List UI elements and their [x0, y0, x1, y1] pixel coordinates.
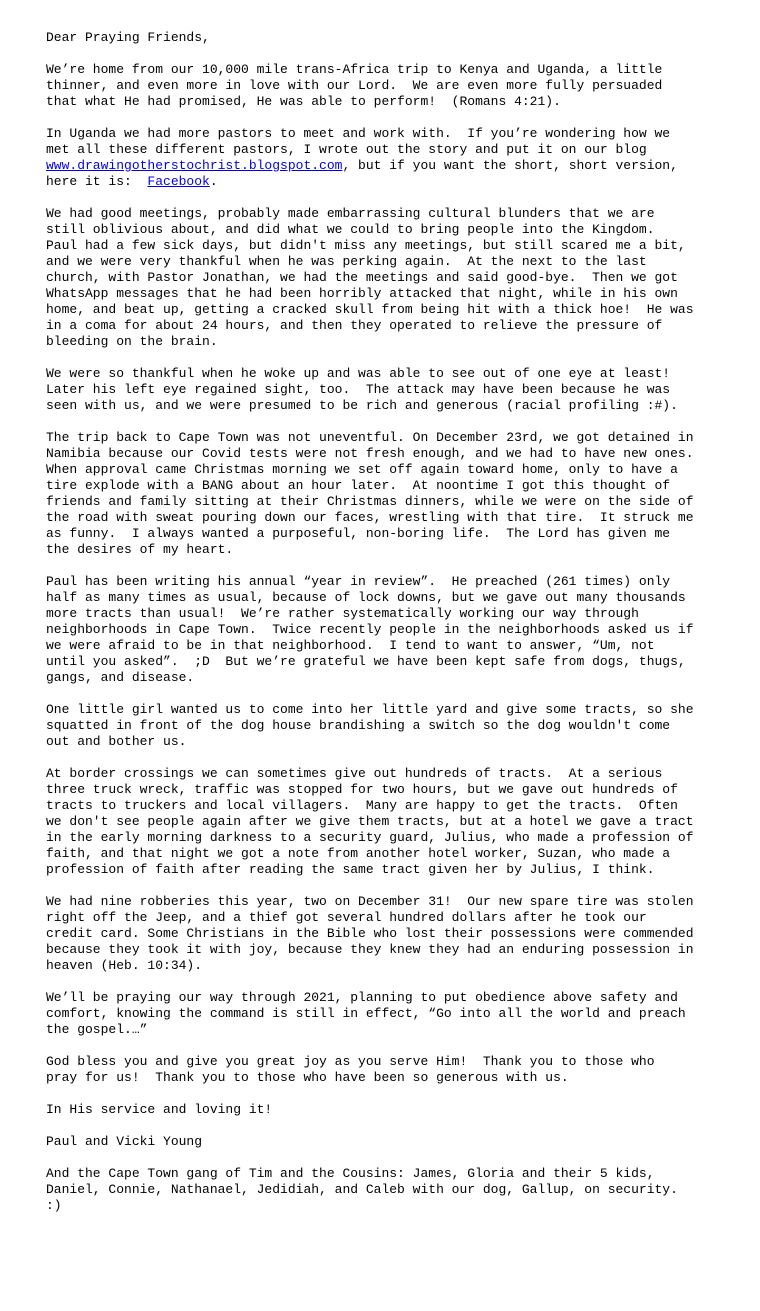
letter-line	[46, 478, 714, 494]
letter-line	[46, 1070, 714, 1086]
letter-line	[46, 1166, 714, 1182]
text-segment: more tracts than usual! We’re rather systematically working our way through	[46, 606, 639, 621]
text-segment: At border crossings we can sometimes give out hundreds of tracts. At a serious	[46, 766, 663, 781]
text-segment: the road with sweat pouring down our faces, wrestling with that tire. It struck me	[46, 510, 694, 525]
text-segment: In His service and loving it!	[46, 1102, 273, 1117]
letter-line	[46, 238, 714, 254]
letter-line	[46, 1134, 714, 1150]
letter-line	[46, 430, 714, 446]
letter-line	[46, 574, 714, 590]
letter-line	[46, 894, 714, 910]
text-segment: the desires of my heart.	[46, 542, 234, 557]
letter-line	[46, 798, 714, 814]
text-segment: We had nine robberies this year, two on December 31! Our new spare tire was stolen	[46, 894, 694, 909]
text-segment: comfort, knowing the command is still in effect, “Go into all the world and preach	[46, 1006, 686, 1021]
text-segment: we don't see people again after we give them tracts, but at a hotel we gave a tract	[46, 814, 694, 829]
letter-line	[46, 670, 714, 686]
letter-line	[46, 942, 714, 958]
text-segment: as funny. I always wanted a purposeful, non-boring life. The Lord has given me	[46, 526, 671, 541]
letter-line	[46, 718, 714, 734]
letter-line	[46, 398, 714, 414]
text-segment: church, with Pastor Jonathan, we had the meetings and said good-bye. Then we got	[46, 270, 678, 285]
letter-line	[46, 62, 714, 78]
text-segment: Paul has been writing his annual “year in review”. He preached (261 times) only	[46, 574, 671, 589]
text-segment: :)	[46, 1198, 62, 1213]
letter-line	[46, 702, 714, 718]
text-segment: seen with us, and we were presumed to be rich and generous (racial profiling :#).	[46, 398, 678, 413]
text-segment: tire explode with a BANG about an hour later. At noontime I got this thought of	[46, 478, 671, 493]
letter-line	[46, 382, 714, 398]
letter-line	[46, 254, 714, 270]
text-segment: neighborhoods in Cape Town. Twice recently people in the neighborhoods asked us if	[46, 622, 694, 637]
paragraph-trip-back	[46, 430, 714, 558]
letter-line	[46, 638, 714, 654]
letter-line	[46, 78, 714, 94]
text-segment: Paul and Vicki Young	[46, 1134, 203, 1149]
text-segment: met all these different pastors, I wrote out the story and put it on our blog	[46, 142, 647, 157]
text-segment: God bless you and give you great joy as you serve Him! Thank you to those who	[46, 1054, 655, 1069]
text-segment: until you asked”. ;D But we’re grateful we have been kept safe from dogs, thugs,	[46, 654, 686, 669]
letter-line	[46, 990, 714, 1006]
letter-line	[46, 830, 714, 846]
text-segment: , but if you want the short, short version,	[342, 158, 678, 173]
text-segment: right off the Jeep, and a thief got several hundred dollars after he took our	[46, 910, 647, 925]
paragraph-signature	[46, 1134, 714, 1150]
text-segment: still oblivious about, and did what we could to bring people into the Kingdom.	[46, 222, 655, 237]
text-segment: thinner, and even more in love with our Lord. We are even more fully persuaded	[46, 78, 663, 93]
text-segment: heaven (Heb. 10:34).	[46, 958, 203, 973]
letter-line	[46, 1054, 714, 1070]
letter-line	[46, 862, 714, 878]
text-segment: and we were very thankful when he was perking again. At the next to the last	[46, 254, 647, 269]
text-segment: half as many times as usual, because of lock downs, but we gave out many thousands	[46, 590, 686, 605]
letter-line	[46, 174, 714, 190]
letter-line	[46, 590, 714, 606]
letter-line	[46, 158, 714, 174]
letter-line	[46, 206, 714, 222]
paragraph-praying-2021	[46, 990, 714, 1038]
letter-line	[46, 606, 714, 622]
letter-line	[46, 654, 714, 670]
text-segment: friends and family sitting at their Christmas dinners, while we were on the side of	[46, 494, 694, 509]
letter-line	[46, 1182, 714, 1198]
text-segment: We had good meetings, probably made embarrassing cultural blunders that we are	[46, 206, 655, 221]
text-segment: WhatsApp messages that he had been horribly attacked that night, while in his own	[46, 286, 678, 301]
paragraph-little-girl	[46, 702, 714, 750]
text-segment: bleeding on the brain.	[46, 334, 218, 349]
text-segment: three truck wreck, traffic was stopped for two hours, but we gave out hundreds of	[46, 782, 678, 797]
text-segment: faith, and that night we got a note from another hotel worker, Suzan, who made a	[46, 846, 671, 861]
letter-line	[46, 302, 714, 318]
text-segment: credit card. Some Christians in the Bible who lost their possessions were commended	[46, 926, 694, 941]
letter-line	[46, 334, 714, 350]
paragraph-robberies	[46, 894, 714, 974]
letter-line	[46, 366, 714, 382]
text-segment: Paul had a few sick days, but didn't miss any meetings, but still scared me a bit,	[46, 238, 686, 253]
text-segment: We were so thankful when he woke up and was able to see out of one eye at least!	[46, 366, 671, 381]
letter-line	[46, 142, 714, 158]
text-segment: One little girl wanted us to come into her little yard and give some tracts, so she	[46, 702, 694, 717]
text-segment: The trip back to Cape Town was not uneventful. On December 23rd, we got detained in	[46, 430, 694, 445]
salutation	[46, 30, 714, 46]
paragraph-home-from-trip	[46, 62, 714, 110]
letter-body	[46, 62, 714, 1214]
letter-line	[46, 318, 714, 334]
letter-line	[46, 782, 714, 798]
letter-line	[46, 222, 714, 238]
text-segment: Daniel, Connie, Nathanael, Jedidiah, and Caleb with our dog, Gallup, on security.	[46, 1182, 678, 1197]
text-segment: We’ll be praying our way through 2021, planning to put obedience above safety and	[46, 990, 678, 1005]
letter-line	[46, 958, 714, 974]
letter-line	[46, 510, 714, 526]
text-segment: When approval came Christmas morning we set off again toward home, only to have a	[46, 462, 678, 477]
letter-line	[46, 126, 714, 142]
letter-line	[46, 446, 714, 462]
paragraph-closing	[46, 1102, 714, 1118]
letter-line	[46, 286, 714, 302]
letter-line	[46, 1102, 714, 1118]
letter-line	[46, 94, 714, 110]
text-segment: Namibia because our Covid tests were not fresh enough, and we had to have new ones.	[46, 446, 694, 461]
text-segment: In Uganda we had more pastors to meet and work with. If you’re wondering how we	[46, 126, 671, 141]
letter-line	[46, 1006, 714, 1022]
text-segment: that what He had promised, He was able to perform! (Romans 4:21).	[46, 94, 561, 109]
facebook-link[interactable]: Facebook	[147, 174, 210, 189]
text-segment: home, and beat up, getting a cracked skull from being hit with a thick hoe! He was	[46, 302, 694, 317]
text-segment: because they took it with joy, because they knew they had an enduring possession in	[46, 942, 694, 957]
text-segment: tracts to truckers and local villagers. Many are happy to get the tracts. Often	[46, 798, 678, 813]
paragraph-uganda-pastors	[46, 126, 714, 190]
letter-line	[46, 1198, 714, 1214]
paragraph-god-bless	[46, 1054, 714, 1086]
text-segment: gangs, and disease.	[46, 670, 195, 685]
letter-line	[46, 494, 714, 510]
text-segment: out and bother us.	[46, 734, 187, 749]
text-segment: in the early morning darkness to a security guard, Julius, who made a profession of	[46, 830, 694, 845]
text-segment: in a coma for about 24 hours, and then they operated to relieve the pressure of	[46, 318, 663, 333]
paragraph-year-in-review	[46, 574, 714, 686]
text-segment: And the Cape Town gang of Tim and the Cousins: James, Gloria and their 5 kids,	[46, 1166, 655, 1181]
text-segment: we were afraid to be in that neighborhood. I tend to want to answer, “Um, not	[46, 638, 655, 653]
letter-line	[46, 846, 714, 862]
text-segment: .	[209, 174, 218, 189]
text-segment: here it is:	[46, 174, 148, 189]
text-segment: We’re home from our 10,000 mile trans-Africa trip to Kenya and Uganda, a little	[46, 62, 663, 77]
text-segment: the gospel.…”	[46, 1022, 148, 1037]
text-segment: pray for us! Thank you to those who have been so generous with us.	[46, 1070, 569, 1085]
letter-line	[46, 542, 714, 558]
paragraph-border-crossings	[46, 766, 714, 878]
letter-line	[46, 926, 714, 942]
text-segment: Later his left eye regained sight, too. The attack may have been because he was	[46, 382, 671, 397]
letter-line: Dear Praying Friends,	[46, 30, 210, 45]
blog-link[interactable]: www.drawingotherstochrist.blogspot.com	[46, 158, 343, 173]
text-segment: profession of faith after reading the same tract given her by Julius, I think.	[46, 862, 655, 877]
letter-line	[46, 622, 714, 638]
letter-line	[46, 1022, 714, 1038]
letter-line	[46, 526, 714, 542]
paragraph-thankful-recovery	[46, 366, 714, 414]
letter-line	[46, 910, 714, 926]
paragraph-good-meetings	[46, 206, 714, 350]
paragraph-cape-town-gang	[46, 1166, 714, 1214]
letter-line	[46, 766, 714, 782]
letter-line	[46, 462, 714, 478]
text-segment: squatted in front of the dog house brandishing a switch so the dog wouldn't come	[46, 718, 671, 733]
letter-line	[46, 814, 714, 830]
letter-line	[46, 734, 714, 750]
letter-line	[46, 270, 714, 286]
